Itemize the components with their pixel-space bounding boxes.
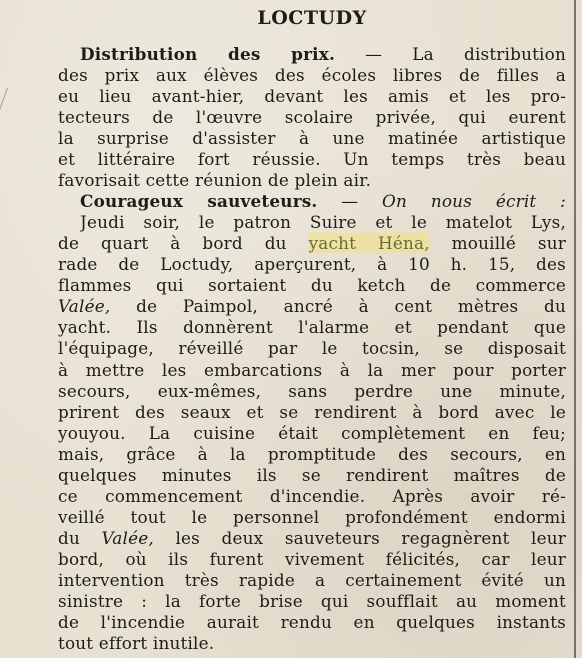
section1-line-6: et littéraire fort réussie. Un temps très beau xyxy=(58,149,566,170)
section2-line-12: mais, grâce à la promptitude des secours, en xyxy=(58,443,566,464)
section2-line-10: prirent des seaux et se rendirent à bord avec le xyxy=(58,401,566,422)
section2-line-0: Courageux sauveteurs. — On nous écrit : xyxy=(80,191,566,212)
section2-line-6: yacht. Ils donnèrent l'alarme et pendant que xyxy=(58,317,566,338)
section2-line-20: de l'incendie aurait rendu en quelques instants xyxy=(58,611,566,632)
section1-line-2: des prix aux élèves des écoles libres de filles a xyxy=(58,65,566,86)
section1-heading: Distribution des prix. xyxy=(80,44,336,64)
section2-line-4: flammes qui sortaient du ketch de commerce xyxy=(58,275,566,296)
section1-line-5: la surprise d'assister à une matinée artistique xyxy=(58,128,566,149)
section2-line-21: tout effort inutile. xyxy=(58,632,215,653)
section1-line-1: Distribution des prix. — La distribution xyxy=(80,44,566,64)
section2-line-3: rade de Loctudy, aperçurent, à 10 h. 15, des xyxy=(58,254,566,275)
section2-line-14: ce commencement d'incendie. Après avoir ré- xyxy=(58,485,566,506)
section2-line-16: du Valée, les deux sauveteurs regagnèrent leur xyxy=(58,527,566,548)
section2-line-1: Jeudi soir, le patron Suire et le matelot Lys, xyxy=(80,212,566,233)
section2-line-17: bord, où ils furent vivement félicités, car leur xyxy=(58,548,566,569)
section2-line-13: quelques minutes ils se rendirent maîtres de xyxy=(58,464,566,485)
section2-line-2: de quart à bord du yacht Héna, mouillé sur xyxy=(58,233,566,254)
section2-line-8: à mettre les embarcations à la mer pour porter xyxy=(58,359,566,380)
section2-line-5: Valée, de Paimpol, ancré à cent mètres du xyxy=(58,296,566,317)
section1-line-4: tecteurs de l'œuvre scolaire privée, qui eurent xyxy=(58,107,566,128)
highlighted-yacht-name: yacht Héna, xyxy=(308,233,430,254)
section1-line-7: favorisait cette réunion de plein air. xyxy=(58,170,372,191)
section2-line-11: youyou. La cuisine était complètement en feu; xyxy=(58,422,566,443)
column-rule xyxy=(574,0,576,658)
section2-line-9: secours, eux-mêmes, sans perdre une minute, xyxy=(58,380,566,401)
margin-mark xyxy=(0,88,18,110)
section2-line-7: l'équipage, réveillé par le tocsin, se disposait xyxy=(58,338,566,359)
article-column xyxy=(58,4,566,654)
section2-line-15: veillé tout le personnel profondément endormi xyxy=(58,506,566,527)
article-title: LOCTUDY xyxy=(257,7,367,29)
section2-line-18: intervention très rapide a certainement évité un xyxy=(58,569,566,590)
section2-heading: Courageux sauveteurs. xyxy=(80,191,318,212)
section1-line-3: eu lieu avant-hier, devant les amis et les pro- xyxy=(58,86,566,107)
section2-line-19: sinistre : la forte brise qui soufflait au moment xyxy=(58,590,566,611)
